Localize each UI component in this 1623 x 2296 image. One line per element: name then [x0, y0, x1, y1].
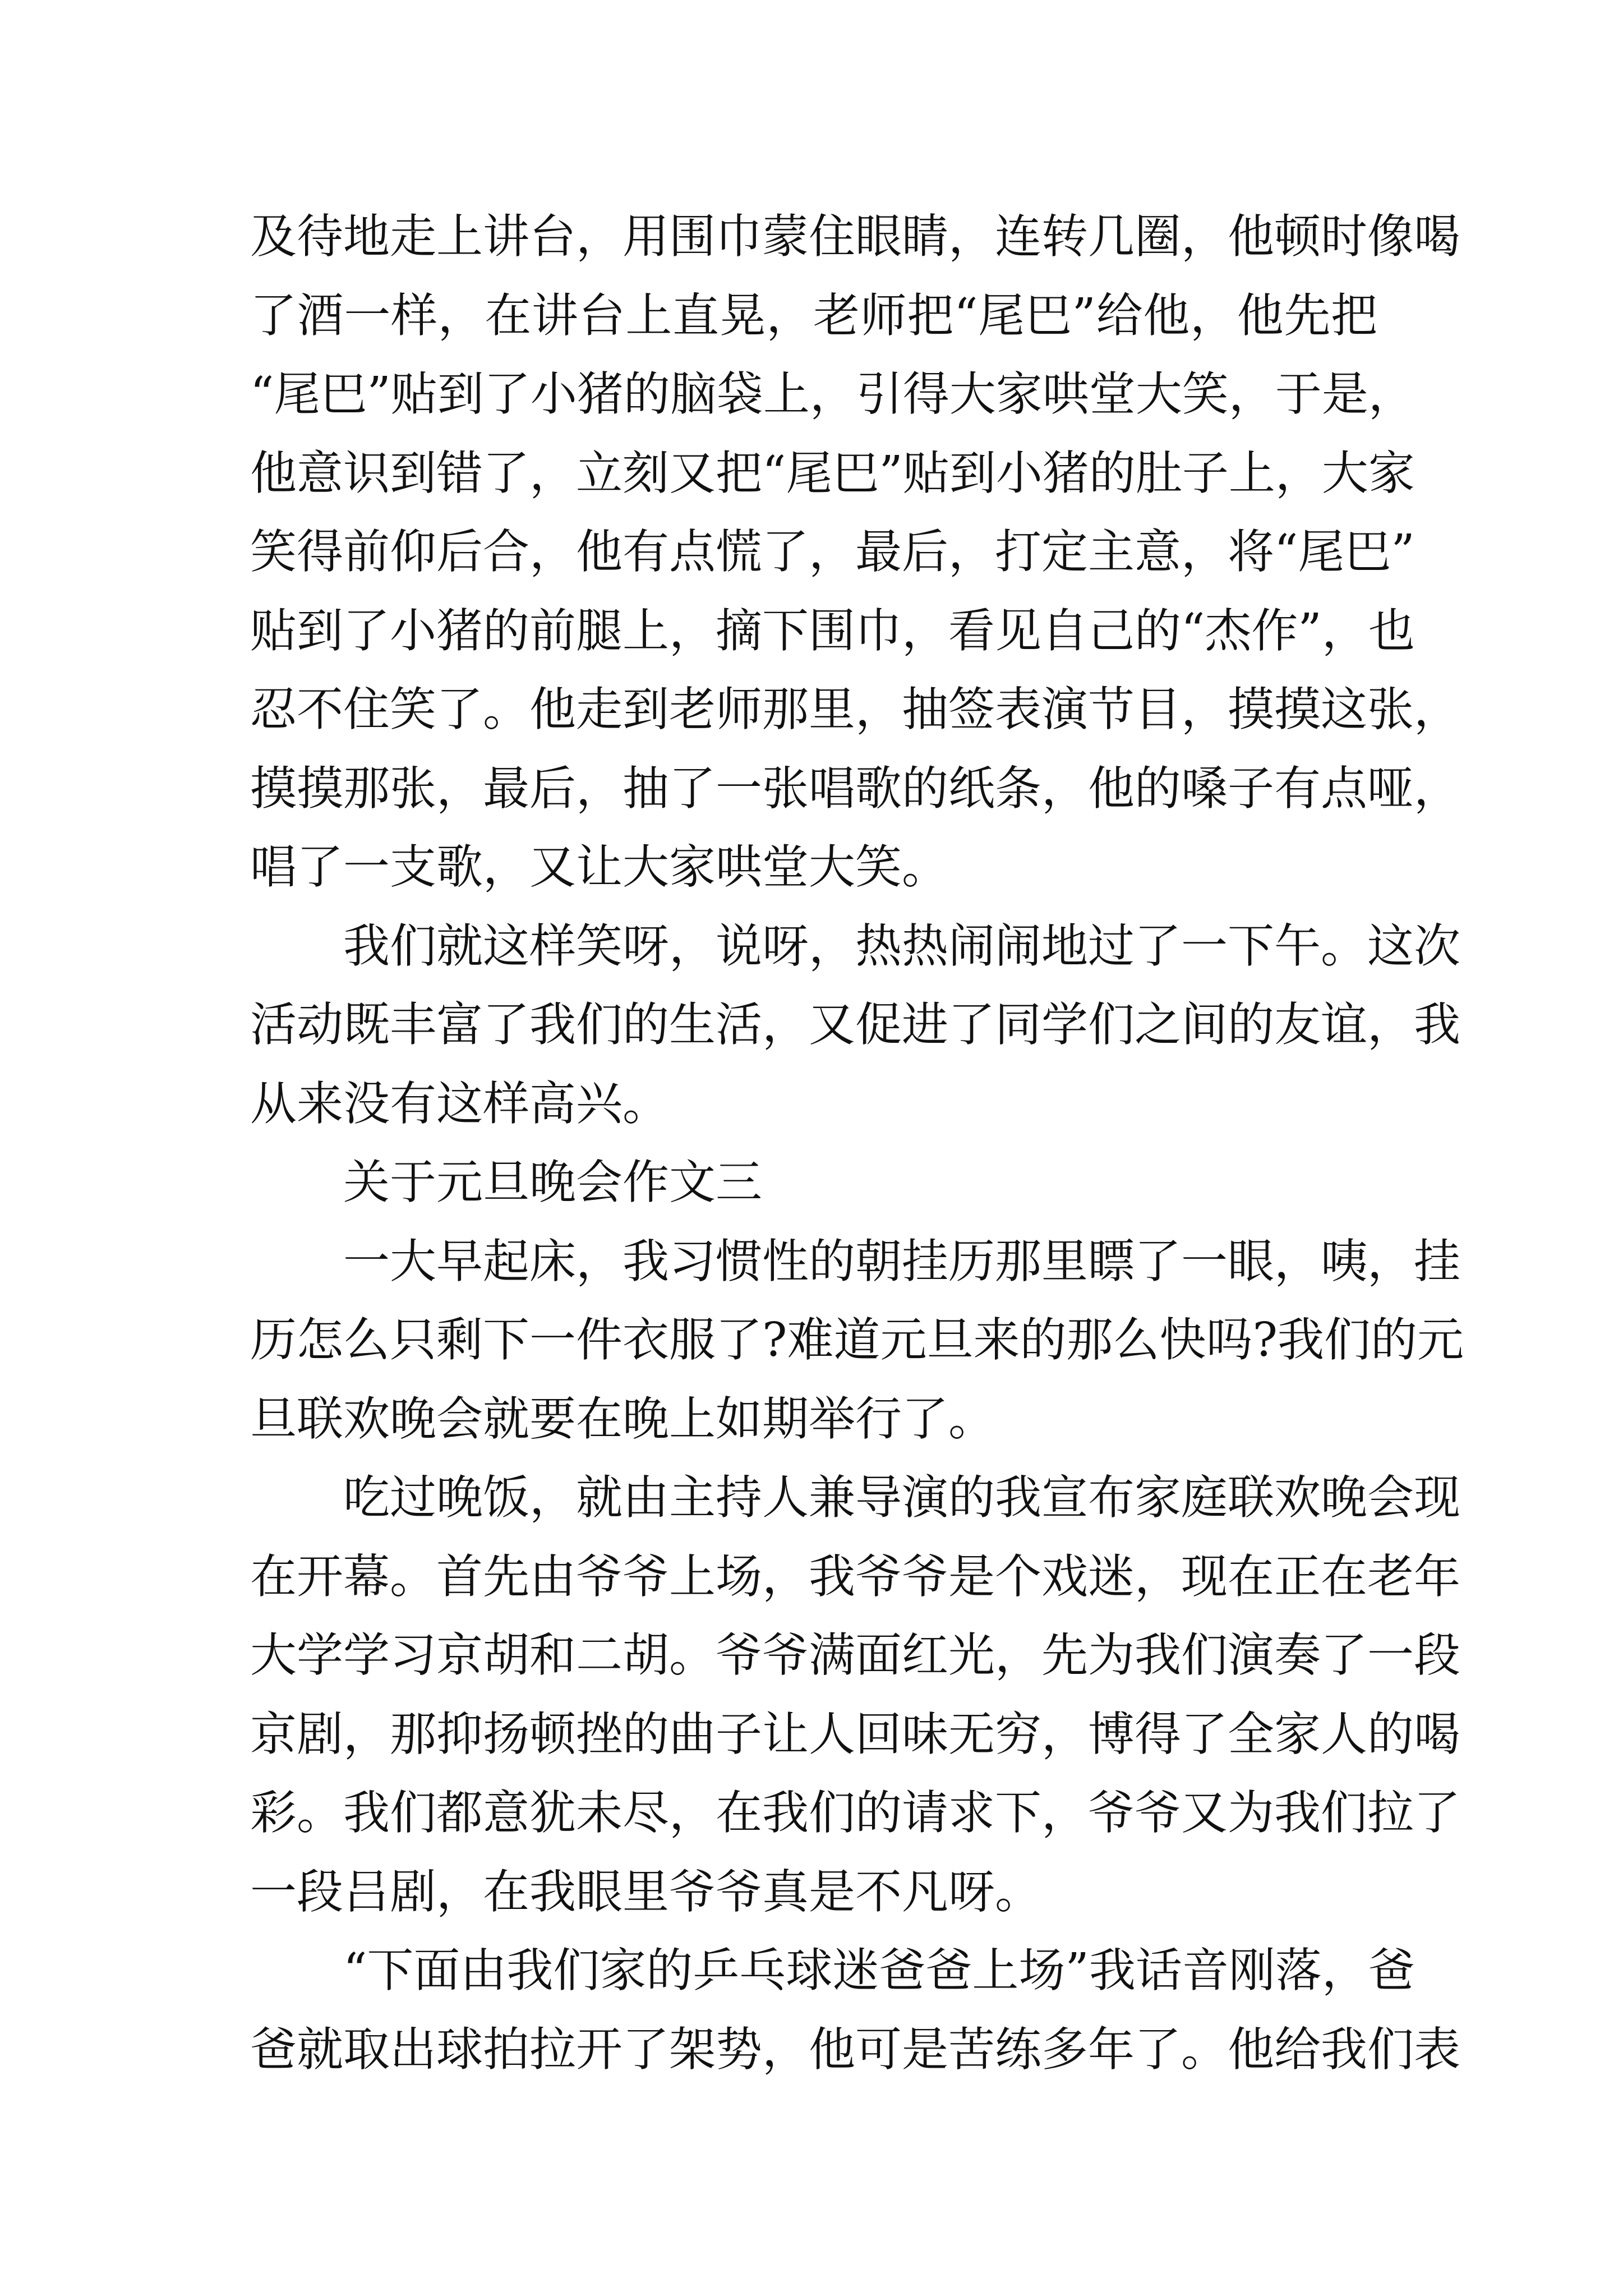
- document-body: [250, 197, 1464, 2089]
- paragraph-start-line: 一大早起床，我习惯性的朝挂历那里瞟了一眼，咦，挂: [343, 1234, 1460, 1289]
- paragraph-start-line: “下面由我们家的乒乓球迷爸爸上场”我话音刚落，爸: [343, 1943, 1415, 1998]
- text-line: 在开幕。首先由爷爷上场，我爷爷是个戏迷，现在正在老年: [250, 1549, 1460, 1604]
- text-line: 笑得前仰后合，他有点慌了，最后，打定主意，将“尾巴”: [250, 524, 1415, 579]
- text-line: 大学学习京胡和二胡。爷爷满面红光，先为我们演奏了一段: [250, 1628, 1460, 1682]
- text-line: 旦联欢晚会就要在晚上如期举行了。: [250, 1391, 995, 1446]
- text-line: “尾巴”贴到了小猪的脑袋上，引得大家哄堂大笑，于是，: [250, 367, 1415, 421]
- text-line: 活动既丰富了我们的生活，又促进了同学们之间的友谊，我: [250, 997, 1460, 1052]
- paragraph-start-line: 我们就这样笑呀，说呀，热热闹闹地过了一下午。这次: [343, 918, 1460, 973]
- text-line: 爸就取出球拍拉开了架势，他可是苦练多年了。他给我们表: [250, 2022, 1460, 2077]
- text-line: 忍不住笑了。他走到老师那里，抽签表演节目，摸摸这张，: [250, 682, 1460, 737]
- text-line: 从来没有这样高兴。: [250, 1076, 669, 1131]
- text-line: 摸摸那张，最后，抽了一张唱歌的纸条，他的嗓子有点哑，: [250, 761, 1460, 816]
- text-line: 了酒一样，在讲台上直晃，老师把“尾巴”给他，他先把: [250, 288, 1377, 343]
- text-line: 历怎么只剩下一件衣服了?难道元旦来的那么快吗?我们的元: [250, 1313, 1464, 1367]
- paragraph-start-line: 吃过晚饭，就由主持人兼导演的我宣布家庭联欢晚会现: [343, 1470, 1460, 1525]
- text-line: 贴到了小猪的前腿上，摘下围巾，看见自己的“杰作”，也: [250, 603, 1415, 658]
- text-line: 唱了一支歌，又让大家哄堂大笑。: [250, 840, 948, 894]
- text-line: 及待地走上讲台，用围巾蒙住眼睛，连转几圈，他顿时像喝: [250, 209, 1460, 264]
- text-line: 彩。我们都意犹未尽，在我们的请求下，爷爷又为我们拉了: [250, 1786, 1460, 1840]
- text-line: 京剧，那抑扬顿挫的曲子让人回味无穷，博得了全家人的喝: [250, 1706, 1460, 1761]
- section-heading: 关于元旦晚会作文三: [343, 1155, 762, 1209]
- text-line: 他意识到错了，立刻又把“尾巴”贴到小猪的肚子上，大家: [250, 445, 1415, 500]
- text-line: 一段吕剧，在我眼里爷爷真是不凡呀。: [250, 1864, 1041, 1919]
